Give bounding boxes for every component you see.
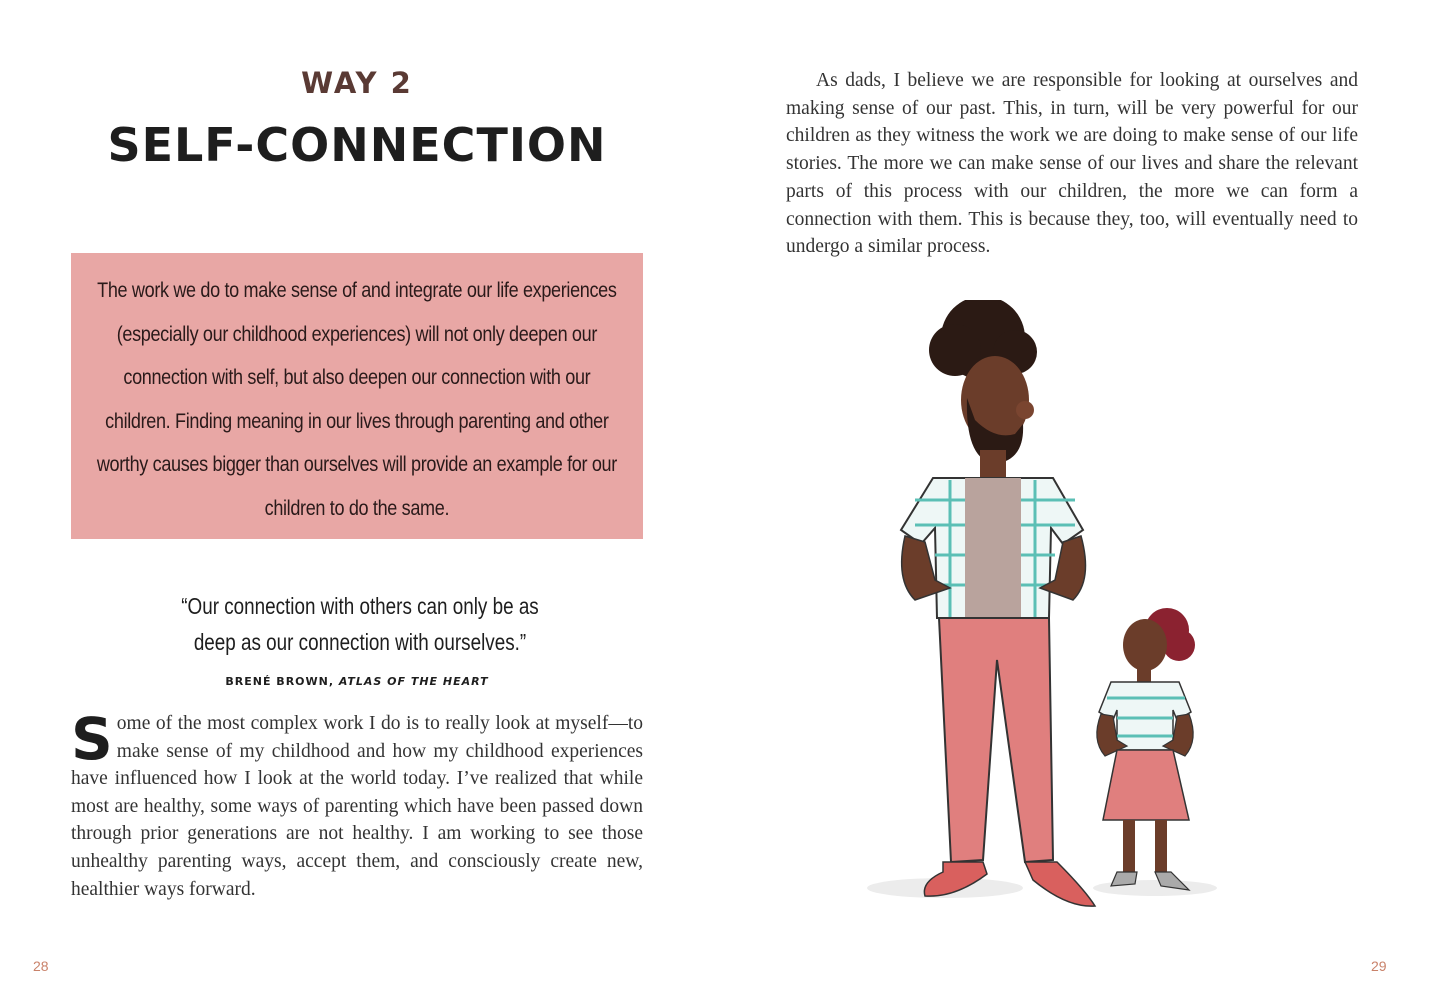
quote-line-1: “Our connection with others can only be as xyxy=(181,593,539,619)
quote-attribution xyxy=(0,675,714,688)
attribution-book: ATLAS OF THE HEART xyxy=(338,675,489,688)
right-body-paragraph: As dads, I believe we are responsible for looking at ourselves and making sense of our past. This, in turn, will be very powerful for our children as they witness the work we are doing to make sense of our life stories. The more we can make sense of our lives and share the relevant parts of this process with our children, the more we can form a connection with them. This is because they, too, will eventually need to undergo a similar process. xyxy=(786,70,1358,258)
left-page xyxy=(0,0,714,1000)
pull-quote xyxy=(163,588,557,660)
right-page xyxy=(715,0,1429,1000)
body-paragraph xyxy=(71,705,643,903)
chapter-label: WAY 2 xyxy=(301,66,413,100)
quote-line-2: deep as our connection with ourselves.” xyxy=(193,629,527,655)
callout-text: The work we do to make sense of and integrate our life experiences (especially our childhood experiences) will not only deepen our connection with self, but also deepen our connection with our children. Finding meaning in our lives through parenting and other worthy causes bigger than ourselves will provide an example for our children to do the same. xyxy=(96,279,618,520)
callout-box xyxy=(71,253,643,539)
father-daughter-illustration xyxy=(855,300,1275,930)
attribution-author: BRENÉ BROWN, xyxy=(225,675,335,688)
page-number-left: 28 xyxy=(33,958,49,974)
page-number-right: 29 xyxy=(1371,958,1387,974)
drop-cap: S xyxy=(71,705,113,773)
body-paragraph-text: ome of the most complex work I do is to really look at myself—to make sense of my childhood and how my childhood experiences have influenced how I look at the world today. I’ve realized that while most are healthy, some ways of parenting which have been passed down through prior generations are not healthy. I am working to see those unhealthy parenting ways, accept them, and consciously create new, healthier ways forward. xyxy=(71,713,643,900)
chapter-title: SELF-CONNECTION xyxy=(107,118,607,172)
